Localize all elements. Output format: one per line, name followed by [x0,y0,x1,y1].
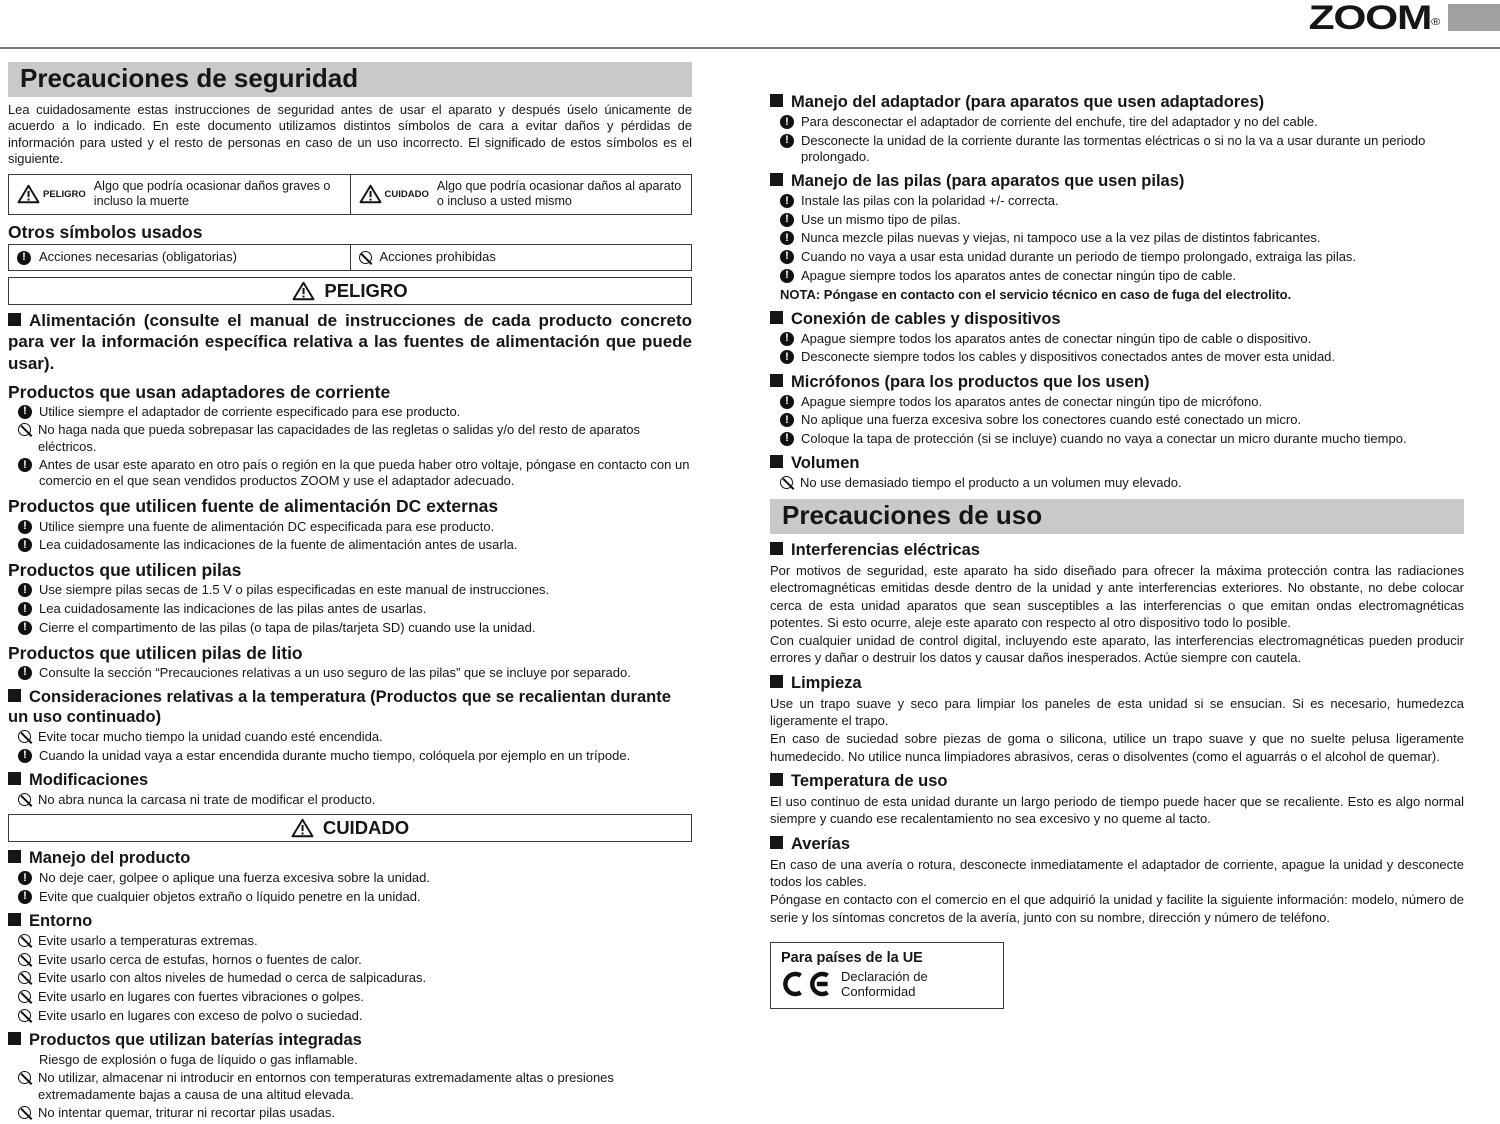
prohibited-icon [18,990,31,1003]
list-item: Evite usarlo en lugares con fuertes vibraciones o golpes. [18,989,692,1005]
section-square-icon [770,542,783,555]
list-item: ! Cuando la unidad vaya a estar encendida durante mucho tiempo, colóquela por ejemplo en un trípode. [18,748,692,764]
list-item: ! Apague siempre todos los aparatos antes de conectar ningún tipo de micrófono. [780,394,1464,410]
mandatory-icon [18,458,32,472]
zoom-logo-text: ZOOM [1308,0,1431,37]
section-paragraph: El uso continuo de esta unidad durante un largo periodo de tiempo puede hacer que se recaliente. Esto es algo normal siempre y cuando ese recalentamiento no sea excesivo y no queme al tacto. [770,794,1464,827]
table-cell-prohibited [350,245,692,269]
group-heading: Productos que usan adaptadores de corriente [8,381,391,402]
prohibited-icon [18,934,31,947]
group-heading: Entorno [8,911,692,931]
mandatory-icon [780,350,794,364]
list-item: ! Instale las pilas con la polaridad +/- correcta. [780,193,1464,209]
section-square-icon [770,773,783,786]
list-item: No utilizar, almacenar ni introducir en entornos con temperaturas extremadamente altas o presiones extremadamente bajas a causa de una altitud elevada. [18,1070,692,1102]
mandatory-icon [780,413,794,427]
list-item: ! Use un mismo tipo de pilas. [780,212,1464,228]
list-item: ! Desconecte siempre todos los cables y dispositivos conectados antes de mover esta unidad. [780,349,1464,365]
battery-leak-note: NOTA: Póngase en contacto con el servicio técnico en caso de fuga del electrolito. [780,286,1292,302]
list-item: ! No deje caer, golpee o aplique una fuerza excesiva sobre la unidad. [18,870,692,886]
section-heading: Interferencias eléctricas [770,540,1464,560]
mandatory-icon [18,749,32,763]
list-item: ! Lea cuidadosamente las indicaciones de la fuente de alimentación antes de usarla. [18,537,692,553]
group-heading: Productos que utilicen pilas de litio [8,642,303,663]
action-text: Acciones prohibidas [379,249,496,265]
prohibited-icon [18,953,31,966]
group-heading: Manejo de las pilas (para aparatos que usen pilas) [770,171,1464,191]
zoom-logo [1308,1,1440,35]
section-square-icon [770,374,783,387]
list-item: Riesgo de explosión o fuga de líquido o gas inflamable. [39,1051,358,1067]
list-item: ! Coloque la tapa de protección (si se incluye) cuando no vaya a conectar un micro durante mucho tiempo. [780,431,1464,447]
mandatory-icon [18,538,32,552]
prohibited-icon [18,793,31,806]
mandatory-icon [18,602,32,616]
prohibited-icon [18,971,31,984]
section-heading: Averías [770,834,1464,854]
mandatory-icon [780,134,794,148]
list-item: ! Cierre el compartimento de las pilas (o tapa de pilas/tarjeta SD) cuando use la unidad. [18,620,692,636]
list-item: ! Utilice siempre el adaptador de corriente especificado para ese producto. [18,404,692,420]
section-square-icon [770,675,783,688]
warning-icon [359,184,382,204]
alimentacion-heading: Alimentación (consulte el manual de instrucciones de cada producto concreto para ver la información específica relativa a las fuentes de alimentación que puede usar). [8,310,692,373]
prohibited-icon [780,476,793,489]
mandatory-icon [780,115,794,129]
list-item: ! Desconecte la unidad de la corriente durante las tormentas eléctricas o si no la va a usar durante un periodo prolongado. [780,133,1464,165]
list-item: ! Evite que cualquier objetos extraño o líquido penetre en la unidad. [18,889,692,905]
group-heading: Micrófonos (para los productos que los usen) [770,372,1464,392]
group-heading: Productos que utilizan baterías integradas [8,1030,692,1050]
mandatory-icon [780,250,794,264]
severity-label: CUIDADO [384,188,429,200]
mandatory-icon [780,269,794,283]
list-item: ! Consulte la sección “Precauciones relativas a un uso seguro de las pilas” que se incluye por separado. [18,665,692,681]
eu-box-label: Declaración de Conformidad [841,968,928,999]
section-paragraph: Use un trapo suave y seco para limpiar los paneles de esta unidad si se ensucian. Si es necesario, humedezca ligeramente el trapo. [770,695,1464,729]
list-item: No haga nada que pueda sobrepasar las capacidades de las regletas o salidas y/o del resto de aparatos eléctricos. [18,422,692,454]
section-square-icon [8,1032,21,1045]
mandatory-icon [18,405,32,419]
table-cell-cuidado [350,175,692,214]
intro-paragraph: Lea cuidadosamente estas instrucciones de seguridad antes de usar el aparato y después úselo únicamente de acuerdo a lo indicado. En este documento utilizamos distintos símbolos de cara a evitar daños y pérdidas de información para usted y el resto de personas en caso de un uso incorrecto. El significado de estos símbolos es el siguiente. [8,101,692,167]
warning-icon [292,281,315,301]
prohibited-icon [359,251,372,264]
list-item: Evite usarlo cerca de estufas, hornos o fuentes de calor. [18,952,692,968]
mandatory-icon [18,871,32,885]
list-item: ! Nunca mezcle pilas nuevas y viejas, ni tampoco use a la vez pilas de distintos fabricantes. [780,230,1464,246]
list-item: ! No aplique una fuerza excesiva sobre los conectores cuando esté conectado un micro. [780,412,1464,428]
warning-icon [17,184,40,204]
list-item: ! Apague siempre todos los aparatos antes de conectar ningún tipo de cable o dispositivo. [780,331,1464,347]
mandatory-icon [780,395,794,409]
section-square-icon [770,455,783,468]
table-cell-peligro [9,175,350,214]
list-item: Evite tocar mucho tiempo la unidad cuando esté encendida. [18,729,692,745]
danger-banner-label: PELIGRO [324,279,408,301]
group-heading: Conexión de cables y dispositivos [770,309,1464,329]
logo-gray-tab [1448,4,1500,31]
mandatory-icon [18,583,32,597]
section-paragraph: Con cualquier unidad de control digital, incluyendo este aparato, las interferencias electromagnéticas pueden producir errores y dañar o destruir los datos y causar daños inesperados. Actúe siempre con cautela. [770,633,1464,666]
action-symbol-table [8,244,692,270]
list-item: No intentar quemar, triturar ni recortar pilas usadas. [18,1105,692,1121]
section-square-icon [8,850,21,863]
mandatory-icon [780,231,794,245]
prohibited-icon [18,730,31,743]
action-text: Acciones necesarias (obligatorias) [39,249,237,265]
eu-conformity-box [770,942,1004,1009]
group-heading: Productos que utilicen fuente de alimentación DC externas [8,496,499,517]
list-item: ! Cuando no vaya a usar esta unidad durante un periodo de tiempo prolongado, extraiga las pilas. [780,249,1464,265]
section-paragraph: Por motivos de seguridad, este aparato ha sido diseñado para ofrecer la máxima protección contra las radiaciones electromagnéticas emitidas desde dentro de la unidad y ante interferencias exteriores. No obstante, no debe colocar cerca de esta unidad aparatos que sean susceptibles a las interferencias o que emitan ondas electromagnéticas potentes. Si esto ocurre, aleje este aparato con respecto al otro dispositivo todo lo posible. [770,562,1464,630]
severity-label: PELIGRO [43,188,86,200]
group-heading: Manejo del producto [8,848,692,868]
severity-symbol-table [8,174,692,215]
prohibited-icon [18,1009,31,1022]
severity-text: Algo que podría ocasionar daños al aparato o incluso a usted mismo [436,178,682,209]
prohibited-icon [18,1071,31,1084]
section-square-icon [770,94,783,107]
mandatory-icon [18,621,32,635]
uso-title: Precauciones de uso [770,499,1464,534]
list-item: ! Lea cuidadosamente las indicaciones de las pilas antes de usarlas. [18,601,692,617]
severity-text: Algo que podría ocasionar daños graves o incluso la muerte [93,178,331,209]
right-column [770,86,1464,1009]
mandatory-icon [780,332,794,346]
mandatory-icon [18,666,32,680]
group-heading: Productos que utilicen pilas [8,560,242,581]
registered-mark: ® [1430,17,1440,28]
ce-mark-icon [781,971,833,997]
list-item: Evite usarlo con altos niveles de humedad o cerca de salpicaduras. [18,970,692,986]
table-cell-mandatory [9,245,350,269]
prohibited-icon [18,423,31,436]
section-heading: Limpieza [770,673,1464,693]
prohibited-icon [18,1106,31,1119]
mandatory-icon [780,213,794,227]
section-square-icon [8,313,21,326]
list-item: Evite usarlo a temperaturas extremas. [18,933,692,949]
list-item: No abra nunca la carcasa ni trate de modificar el producto. [18,792,692,808]
group-heading: Modificaciones [8,770,692,790]
header-rule [0,47,1500,49]
warning-icon [291,818,314,838]
mandatory-icon [780,432,794,446]
other-symbols-heading: Otros símbolos usados [8,222,203,243]
section-square-icon [770,173,783,186]
mandatory-icon [780,194,794,208]
list-item: ! Para desconectar el adaptador de corriente del enchufe, tire del adaptador y no del cable. [780,114,1464,130]
section-square-icon [8,913,21,926]
section-square-icon [770,311,783,324]
list-item: ! Antes de usar este aparato en otro país o región en la que pueda haber otro voltaje, póngase en contacto con un comercio en el que sean vendidos productos ZOOM y use el adaptador adecuado. [18,457,692,489]
list-item: No use demasiado tiempo el producto a un volumen muy elevado. [780,475,1464,491]
section-paragraph: Póngase en contacto con el comercio en el que adquirió la unidad y facilite la siguiente información: modelo, número de serie y los síntomas concretos de la avería, junto con su nombre, dirección y número de teléfono. [770,892,1464,925]
group-heading: Manejo del adaptador (para aparatos que usen adaptadores) [770,92,1464,112]
list-item: ! Apague siempre todos los aparatos antes de conectar ningún tipo de cable. [780,268,1464,284]
eu-box-title: Para países de la UE [781,949,923,966]
danger-banner [8,277,692,305]
section-paragraph: En caso de suciedad sobre piezas de goma o silicona, utilice un trapo suave y que no suelte pelusa ligeramente humedecido. No utilice nunca limpiadores abrasivos, ceras o disolventes (como el aguarrás o el alcohol de quemar). [770,731,1464,764]
section-heading: Temperatura de uso [770,771,1464,791]
group-heading: Volumen [770,453,1464,473]
section-square-icon [8,689,21,702]
list-item: Evite usarlo en lugares con exceso de polvo o suciedad. [18,1008,692,1024]
mandatory-icon [18,520,32,534]
mandatory-icon [17,251,31,265]
caution-banner-label: CUIDADO [322,817,410,839]
group-heading: Consideraciones relativas a la temperatura (Productos que se recalientan durante un uso continuado) [8,687,671,727]
list-item: ! Utilice siempre una fuente de alimentación DC especificada para ese producto. [18,519,692,535]
caution-banner [8,814,692,842]
section-square-icon [8,772,21,785]
left-column [8,62,692,1124]
list-item: ! Use siempre pilas secas de 1.5 V o pilas especificadas en este manual de instrucciones. [18,582,692,598]
section-square-icon [770,836,783,849]
mandatory-icon [18,890,32,904]
section-paragraph: En caso de una avería o rotura, desconecte inmediatamente el adaptador de corriente, apague la unidad y desconecte todos los cables. [770,856,1464,890]
page-title: Precauciones de seguridad [8,62,692,97]
